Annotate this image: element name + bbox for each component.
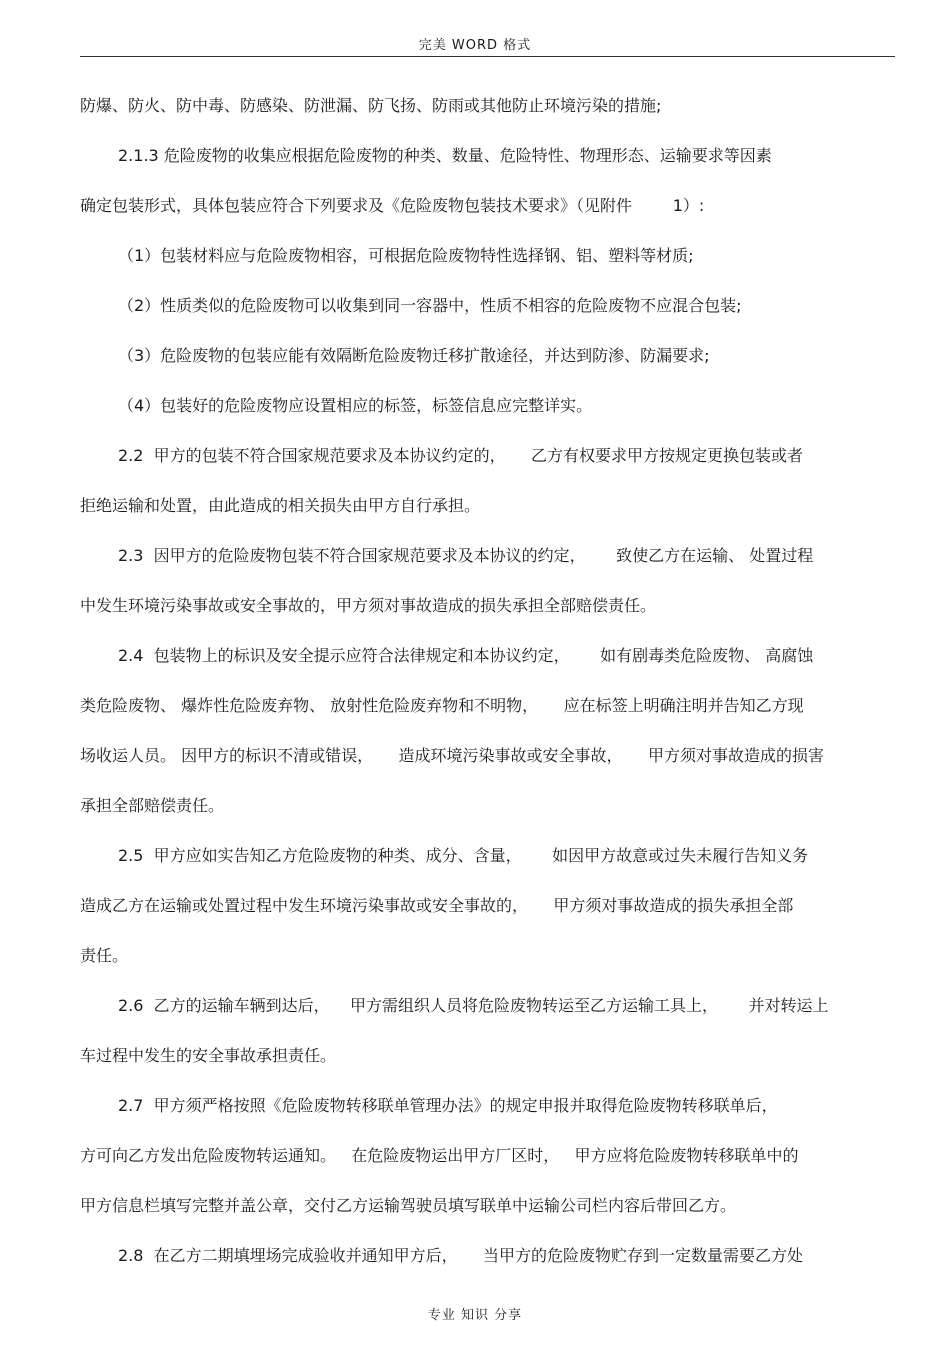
body-line: （2）性质类似的危险废物可以收集到同一容器中，性质不相容的危险废物不应混合包装; (118, 296, 742, 315)
page-header: 完美 WORD 格式 (418, 38, 532, 53)
body-line: 2.8 在乙方二期填埋场完成验收并通知甲方后， 当甲方的危险废物贮存到一定数量需要乙方处 (118, 1246, 804, 1265)
body-line: 中发生环境污染事故或安全事故的，甲方须对事故造成的损失承担全部赔偿责任。 (80, 596, 657, 615)
body-line: 2.3 因甲方的危险废物包装不符合国家规范要求及本协议的约定， 致使乙方在运输、 处置过程 (118, 546, 814, 565)
header-rule (80, 56, 895, 57)
body-line: 场收运人员。 因甲方的标识不清或错误， 造成环境污染事故或安全事故， 甲方须对事故造成的损害 (80, 746, 824, 765)
body-line: （1）包装材料应与危险废物相容，可根据危险废物特性选择钢、铝、塑料等材质; (118, 246, 694, 265)
body-line: 类危险废物、 爆炸性危险废弃物、 放射性危险废弃物和不明物， 应在标签上明确注明并告知乙方现 (80, 696, 804, 715)
body-line: 车过程中发生的安全事故承担责任。 (80, 1046, 337, 1065)
body-line: 2.6 乙方的运输车辆到达后， 甲方需组织人员将危险废物转运至乙方运输工具上， 并对转运上 (118, 996, 829, 1015)
body-line: （3）危险废物的包装应能有效隔断危险废物迁移扩散途径，并达到防渗、防漏要求; (118, 346, 710, 365)
body-line: 造成乙方在运输或处置过程中发生环境污染事故或安全事故的， 甲方须对事故造成的损失承担全部 (80, 896, 794, 915)
body-line: 2.5 甲方应如实告知乙方危险废物的种类、成分、含量， 如因甲方故意或过失未履行告知义务 (118, 846, 809, 865)
body-line: 2.7 甲方须严格按照《危险废物转移联单管理办法》的规定申报并取得危险废物转移联单后， (118, 1096, 778, 1115)
body-line: 甲方信息栏填写完整并盖公章，交付乙方运输驾驶员填写联单中运输公司栏内容后带回乙方。 (80, 1196, 737, 1215)
body-line: 2.4 包装物上的标识及安全提示应符合法律规定和本协议约定， 如有剧毒类危险废物、 高腐蚀 (118, 646, 814, 665)
body-line: 拒绝运输和处置，由此造成的相关损失由甲方自行承担。 (80, 496, 481, 515)
body-line: 2.1.3 危险废物的收集应根据危险废物的种类、数量、危险特性、物理形态、运输要求等因素 (118, 146, 772, 165)
body-line: （4）包装好的危险废物应设置相应的标签，标签信息应完整详实。 (118, 396, 593, 415)
body-line: 方可向乙方发出危险废物转运通知。 在危险废物运出甲方厂区时， 甲方应将危险废物转移联单中的 (80, 1146, 799, 1165)
body-line: 承担全部赔偿责任。 (80, 796, 225, 815)
page-footer: 专业 知识 分享 (427, 1308, 523, 1323)
body-line: 责任。 (80, 946, 129, 965)
body-line: 确定包装形式，具体包装应符合下列要求及《危险废物包装技术要求》（见附件 1）: (80, 196, 705, 215)
body-line: 2.2 甲方的包装不符合国家规范要求及本协议约定的， 乙方有权要求甲方按规定更换包装或者 (118, 446, 804, 465)
body-line: 防爆、防火、防中毒、防感染、防泄漏、防飞扬、防雨或其他防止环境污染的措施; (80, 96, 662, 115)
